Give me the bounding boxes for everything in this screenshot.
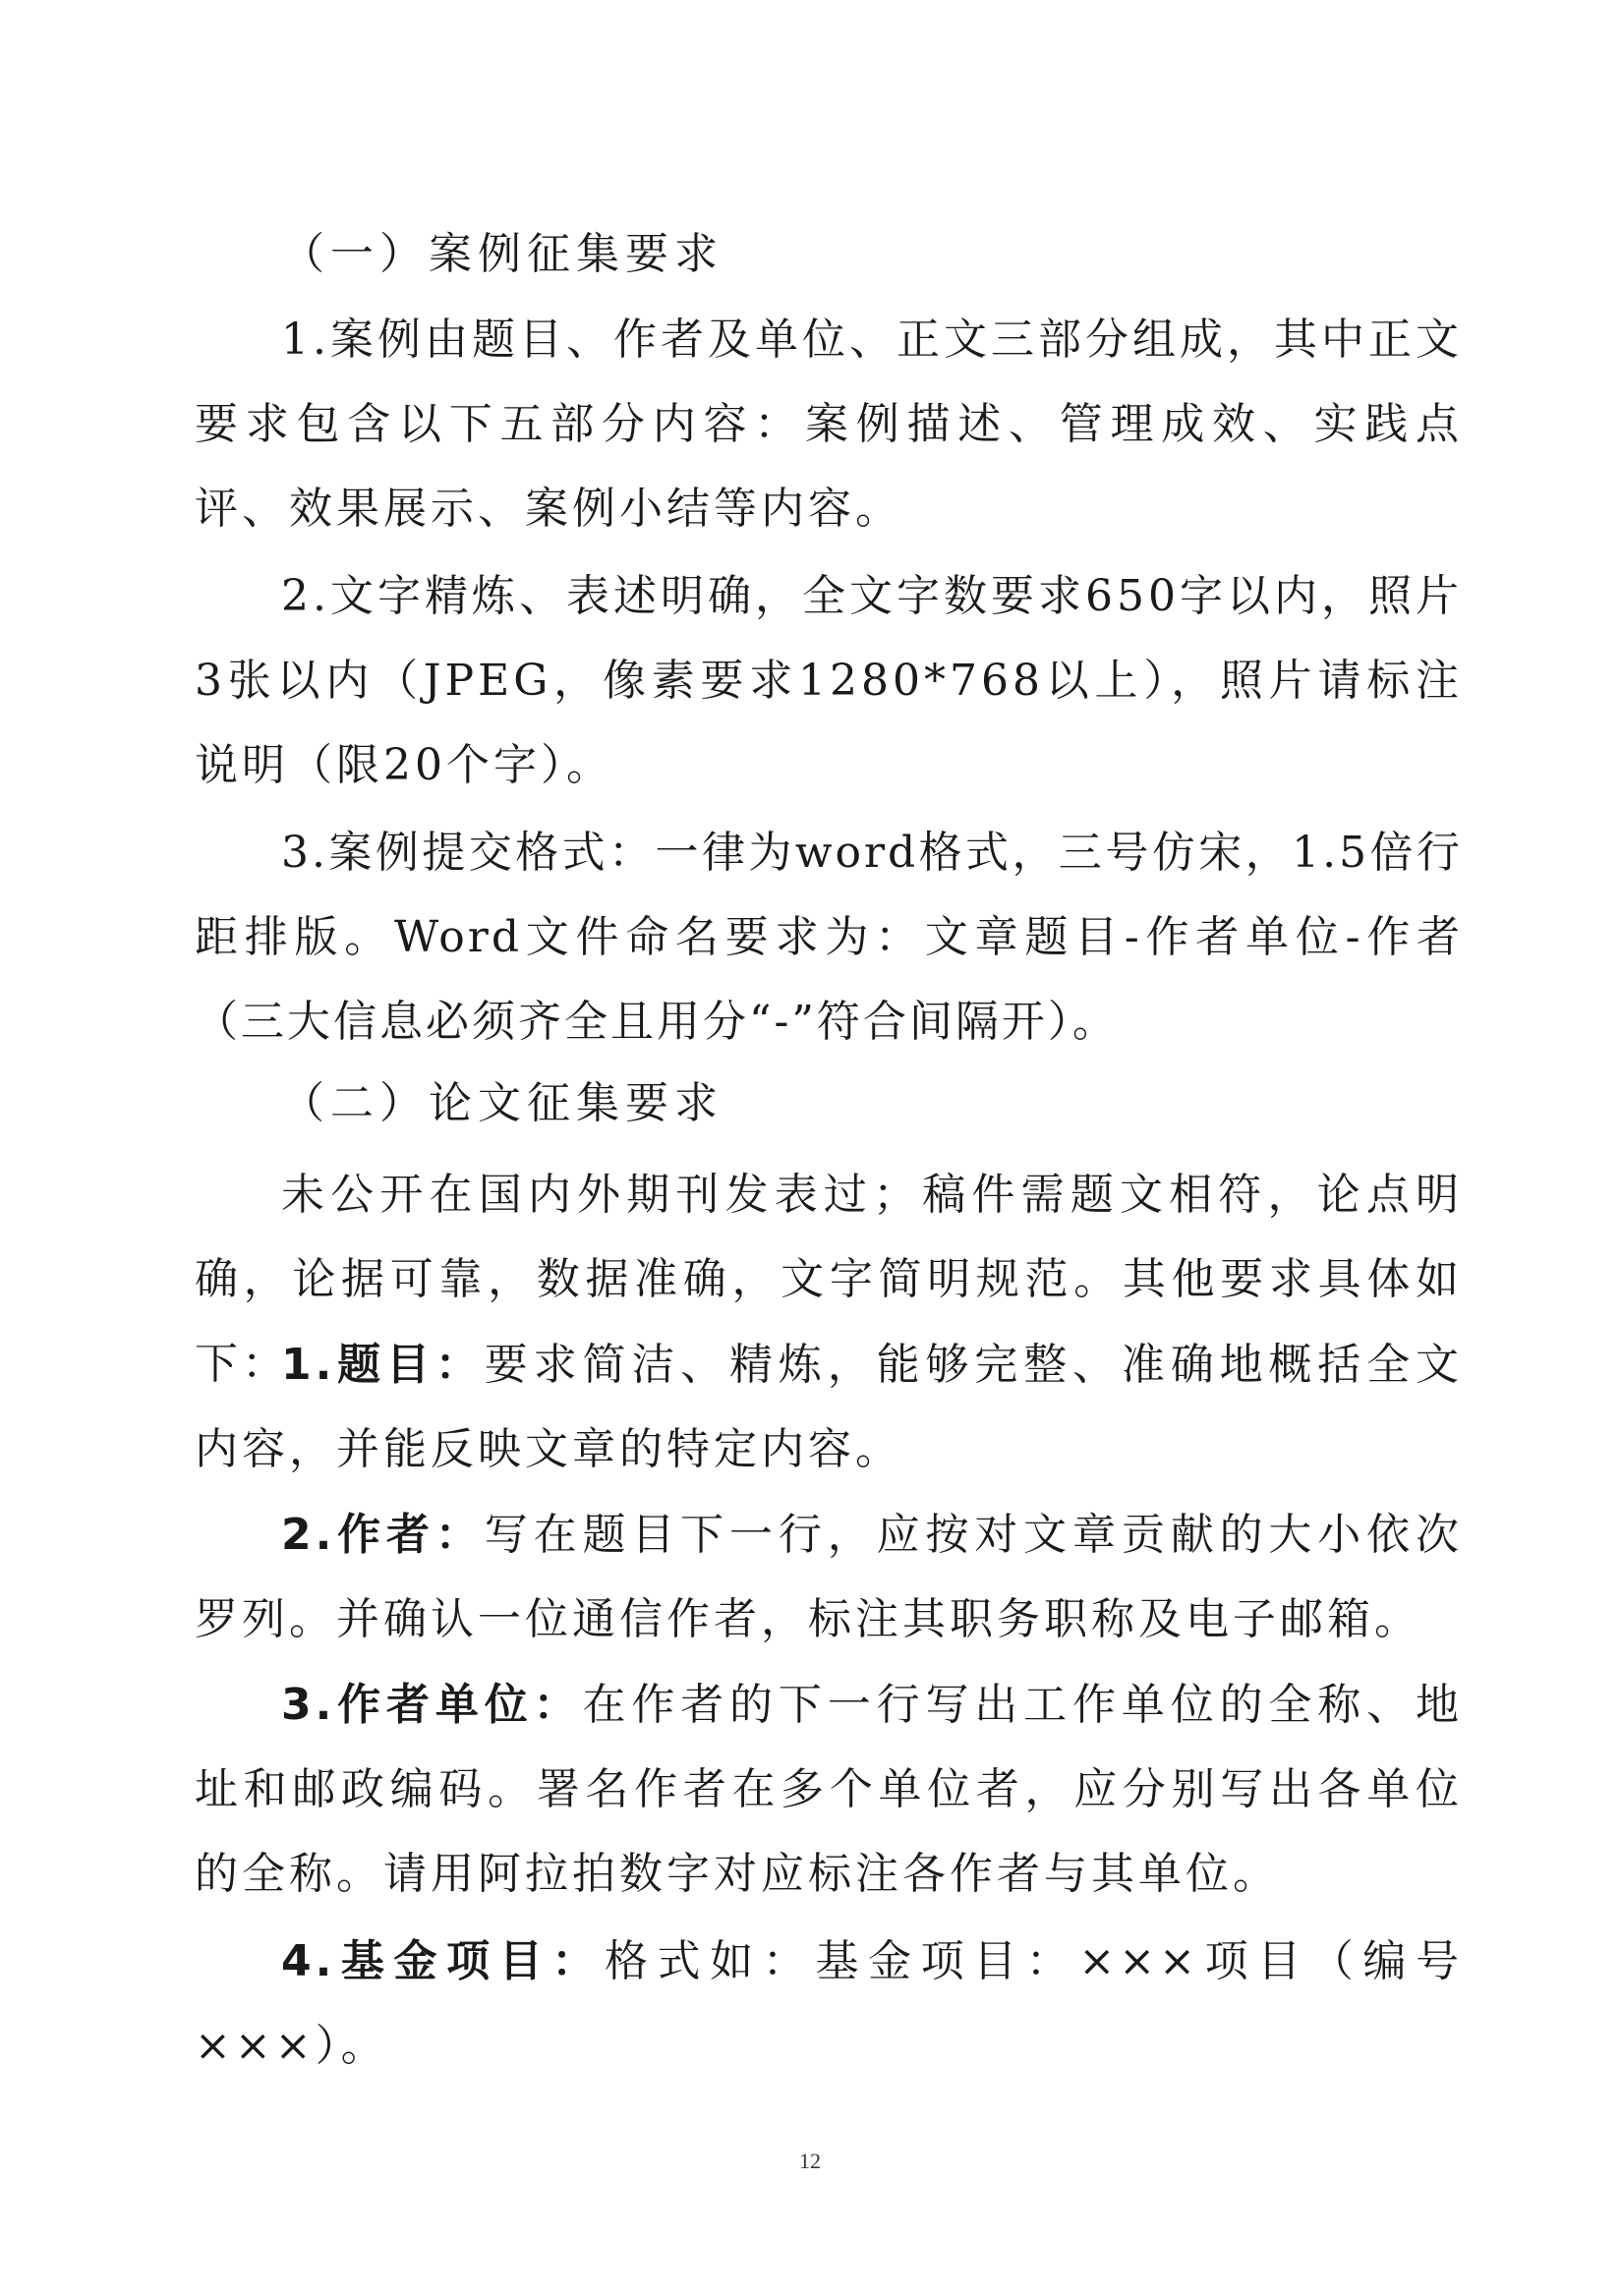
case-requirement-2: 2.文字精炼、表述明确，全文字数要求650字以内，照片3张以内（JPEG，像素要求1280*768以上），照片请标注说明（限20个字）。 bbox=[195, 571, 1463, 790]
section-heading-paper: （二）论文征集要求 bbox=[281, 1078, 723, 1128]
section-heading-case: （一）案例征集要求 bbox=[281, 229, 723, 279]
paper-requirement-fund-lead: 4.基金项目： bbox=[281, 1936, 605, 1986]
case-requirement-3: 3.案例提交格式：一律为word格式，三号仿宋，1.5倍行距排版。Word文件命名要求为：文章题目-作者单位-作者（三大信息必须齐全且用分“-”符合间隔开）。 bbox=[195, 828, 1463, 1047]
page-number: 12 bbox=[799, 2149, 821, 2173]
paper-requirement-author bbox=[195, 1493, 1463, 1662]
paper-requirement-author-body: 写在题目下一行，应按对文章贡献的大小依次罗列。并确认一位通信作者，标注其职务职称及电子邮箱。 bbox=[195, 1510, 1463, 1644]
paper-requirement-fund-body: 格式如：基金项目：×××项目（编号×××）。 bbox=[195, 1936, 1463, 2071]
paper-requirement-title bbox=[195, 1323, 1463, 1492]
paper-requirement-fund bbox=[195, 1920, 1463, 2089]
paper-requirement-title-lead: 1.题目： bbox=[281, 1340, 485, 1390]
paper-requirement-affiliation-lead: 3.作者单位： bbox=[281, 1680, 583, 1730]
paper-intro: 未公开在国内外期刊发表过；稿件需题文相符，论点明确，论据可靠，数据准确，文字简明规范。其他要求具体如下： bbox=[195, 1170, 1463, 1389]
paper-requirement-author-lead: 2.作者： bbox=[281, 1510, 485, 1560]
case-requirement-1: 1.案例由题目、作者及单位、正文三部分组成，其中正文要求包含以下五部分内容：案例描述、管理成效、实践点评、效果展示、案例小结等内容。 bbox=[195, 315, 1463, 534]
paper-requirement-affiliation bbox=[195, 1663, 1463, 1917]
paper-requirement-affiliation-body: 在作者的下一行写出工作单位的全称、地址和邮政编码。署名作者在多个单位者，应分别写出各单位的全称。请用阿拉拍数字对应标注各作者与其单位。 bbox=[195, 1680, 1463, 1899]
paper-requirement-title-body: 要求简洁、精炼，能够完整、准确地概括全文内容，并能反映文章的特定内容。 bbox=[195, 1340, 1463, 1474]
